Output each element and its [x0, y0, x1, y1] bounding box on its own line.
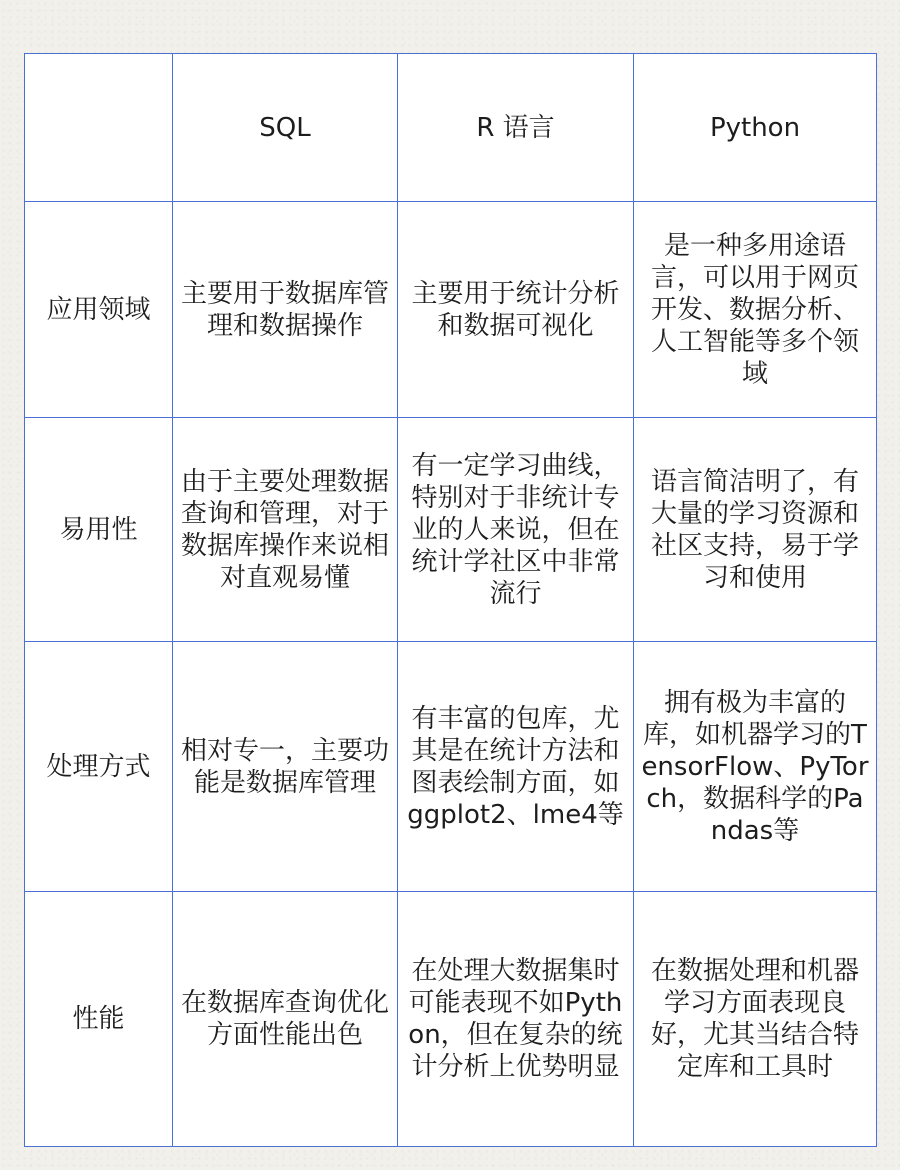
cell-sql-processing: 相对专一，主要功能是数据库管理 — [173, 642, 398, 892]
row-header-performance: 性能 — [25, 892, 173, 1147]
cell-sql-application: 主要用于数据库管理和数据操作 — [173, 202, 398, 418]
comparison-sheet — [24, 53, 876, 1146]
column-header-python: Python — [634, 54, 877, 202]
comparison-table — [24, 53, 877, 1147]
column-header-sql: SQL — [173, 54, 398, 202]
cell-r-application: 主要用于统计分析和数据可视化 — [398, 202, 634, 418]
row-header-processing: 处理方式 — [25, 642, 173, 892]
cell-sql-usability: 由于主要处理数据查询和管理，对于数据库操作来说相对直观易懂 — [173, 418, 398, 642]
cell-python-processing: 拥有极为丰富的库，如机器学习的TensorFlow、PyTorch，数据科学的Pandas等 — [634, 642, 877, 892]
cell-sql-performance: 在数据库查询优化方面性能出色 — [173, 892, 398, 1147]
cell-r-processing: 有丰富的包库，尤其是在统计方法和图表绘制方面，如ggplot2、lme4等 — [398, 642, 634, 892]
row-header-application: 应用领域 — [25, 202, 173, 418]
table-row — [25, 202, 877, 418]
column-header-r: R 语言 — [398, 54, 634, 202]
table-row — [25, 642, 877, 892]
cell-python-usability: 语言简洁明了，有大量的学习资源和社区支持，易于学习和使用 — [634, 418, 877, 642]
cell-r-performance: 在处理大数据集时可能表现不如Python，但在复杂的统计分析上优势明显 — [398, 892, 634, 1147]
cell-python-application: 是一种多用途语言，可以用于网页开发、数据分析、人工智能等多个领域 — [634, 202, 877, 418]
corner-cell — [25, 54, 173, 202]
table-row — [25, 418, 877, 642]
table-row — [25, 892, 877, 1147]
cell-r-usability: 有一定学习曲线，特别对于非统计专业的人来说，但在统计学社区中非常流行 — [398, 418, 634, 642]
row-header-usability: 易用性 — [25, 418, 173, 642]
cell-python-performance: 在数据处理和机器学习方面表现良好，尤其当结合特定库和工具时 — [634, 892, 877, 1147]
header-row — [25, 54, 877, 202]
